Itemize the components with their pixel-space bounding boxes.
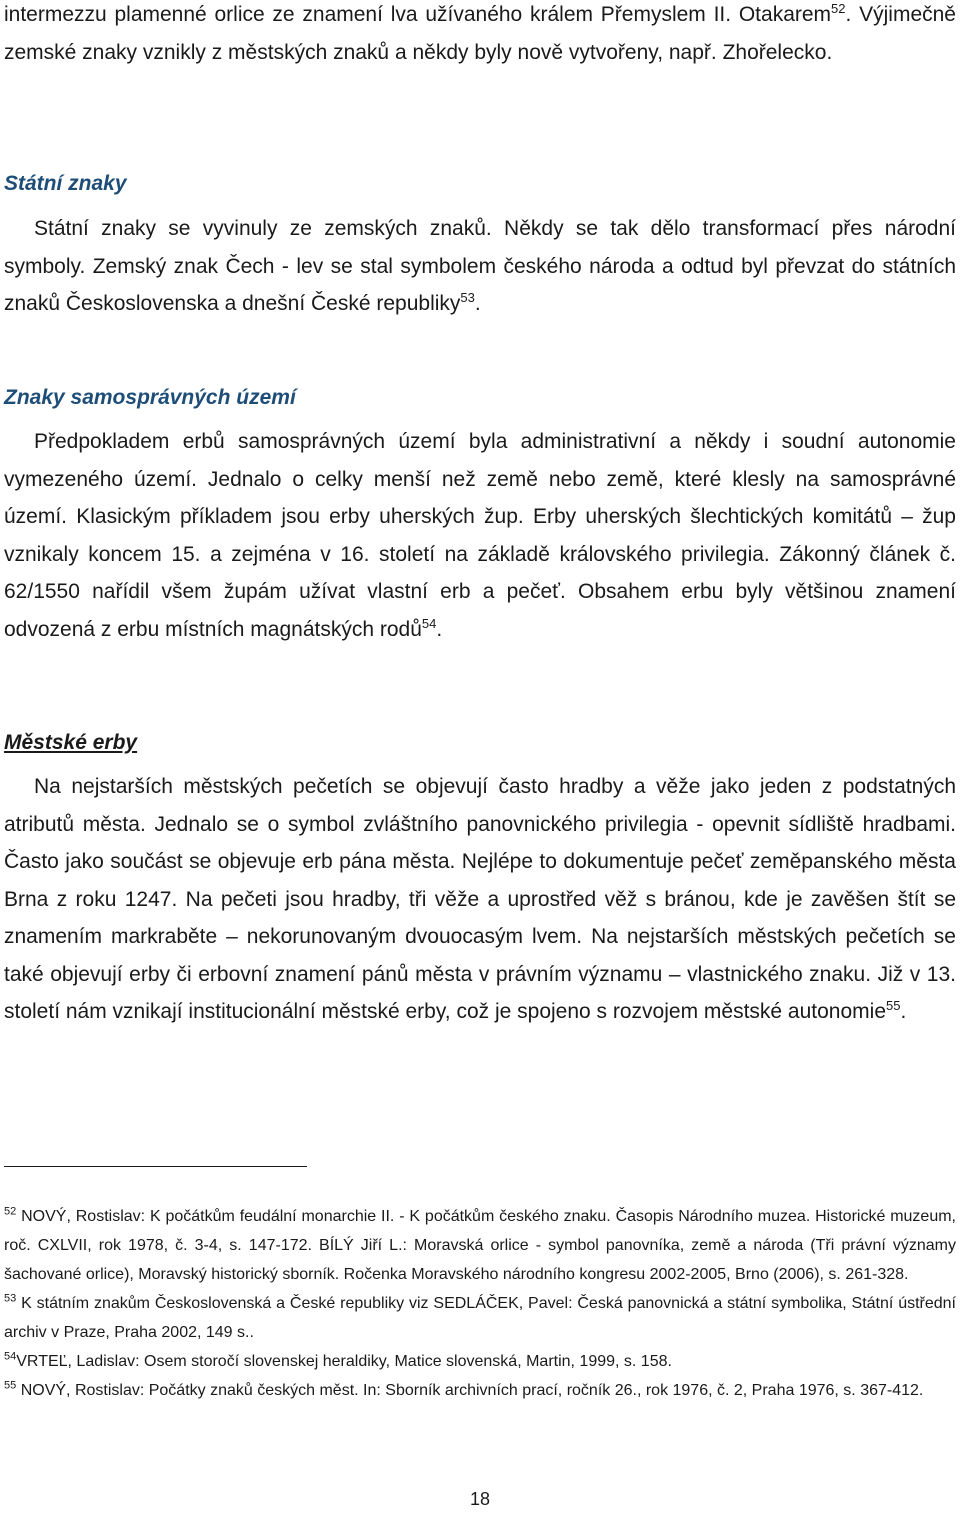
footnote-text: NOVÝ, Rostislav: Počátky znaků českých měst. In: Sborník archivních prací, ročník 26., rok 1976, č. 2, Praha 1976, s. 367-412. [20,1382,924,1399]
footnote-number: 52 [4,1205,17,1218]
intro-paragraph [4,0,956,71]
footnote-55 [4,1376,956,1405]
paragraph-text: Státní znaky se vyvinuly ze zemských znaků. Někdy se tak dělo transformací přes národní symboly. Zemský znak Čech - lev se stal symbolem českého národa a odtud byl převzat do státních znaků Československa a dnešní České republiky [4,217,956,315]
paragraph-text-after: . [436,617,443,641]
footnote-ref-52[interactable]: 52 [831,1,846,16]
intro-text-after: . Výjimečně zemské znaky vznikly z městských znaků a někdy byly nově vytvořeny, např. Zhořelecko. [4,3,956,64]
footnote-ref-55[interactable]: 55 [886,998,901,1013]
heading-statni-znaky: Státní znaky [4,172,127,195]
footnote-text: VRTEĽ, Ladislav: Osem storočí slovenskej heraldiky, Matice slovenská, Martin, 1999, s. 158. [16,1353,672,1370]
heading-znaky-samospravnych-uzemi: Znaky samosprávných území [4,386,296,409]
paragraph-text-after: . [474,292,481,315]
footnote-separator [4,1166,307,1167]
footnote-number: 54 [4,1350,17,1363]
footnote-number: 55 [4,1379,17,1392]
footnote-text: NOVÝ, Rostislav: K počátkům feudální monarchie II. - K počátkům českého znaku. Časopis Národního muzea. Historické muzeum, roč. CXLVII, rok 1978, č. 3-4, s. 147-172. BÍLÝ Jiří L.: Moravská orlice - symbol panovníka, země a národa (Tři právní významy šachované orlice), Moravský historický sborník. Ročenka Moravského národního kongresu 2002-2005, Brno (2006), s. 261-328. [4,1208,957,1283]
page-number: 18 [469,1489,491,1509]
footnote-52 [4,1202,956,1289]
footnote-ref-54[interactable]: 54 [421,615,437,631]
footnote-54 [4,1347,956,1376]
footnote-text: K státním znakům Československá a České republiky viz SEDLÁČEK, Pavel: Česká panovnická a státní symbolika, Státní ústřední archiv v Praze, Praha 2002, 149 s.. [4,1295,957,1341]
paragraph-statni-znaky [4,210,956,323]
intro-text: intermezzu plamenné orlice ze znamení lva užívaného králem Přemyslem II. Otakarem [4,3,832,26]
paragraph-mestske-erby [4,768,956,1031]
paragraph-text: Předpokladem erbů samosprávných území byla administrativní a někdy i soudní autonomie vymezeného území. Jednalo o celky menší než země nebo země, které klesly na samosprávné území. Klasickým příkladem jsou erby uherských žup. Erby uherských šlechtických komitátů – žup vznikaly koncem 15. a zejména v 16. století na základě královského privilegia. Zákonný článek č. 62/1550 nařídil všem župám užívat vlastní erb a pečeť. Obsahem erbu byly většinou znamení odvozená z erbu místních magnátských rodů [4,430,956,641]
paragraph-text: Na nejstarších městských pečetích se objevují často hradby a věže jako jeden z podstatných atributů města. Jednalo se o symbol zvláštního panovnického privilegia - opevnit sídliště hradbami. Často jako součást se objevuje erb pána města. Nejlépe to dokumentuje pečeť zeměpanského města Brna z roku 1247. Na pečeti jsou hradby, tři věže a uprostřed věž s bránou, kde je zavěšen štít se znamením markraběte – nekorunovaným dvouocasým lvem. Na nejstarších městských pečetích se také objevují erby či erbovní znamení pánů města v právním významu – vlastnického znaku. Již v 13. století nám vznikají institucionální městské erby, což je spojeno s rozvojem městské autonomie [4,775,956,1023]
footnote-53 [4,1289,956,1347]
paragraph-text-after: . [900,1000,907,1023]
footnotes [4,1202,956,1405]
paragraph-znaky-samospravnych-uzemi [4,423,956,648]
footnote-number: 53 [4,1292,17,1305]
heading-mestske-erby: Městské erby [4,731,138,754]
footnote-ref-53[interactable]: 53 [460,290,475,305]
